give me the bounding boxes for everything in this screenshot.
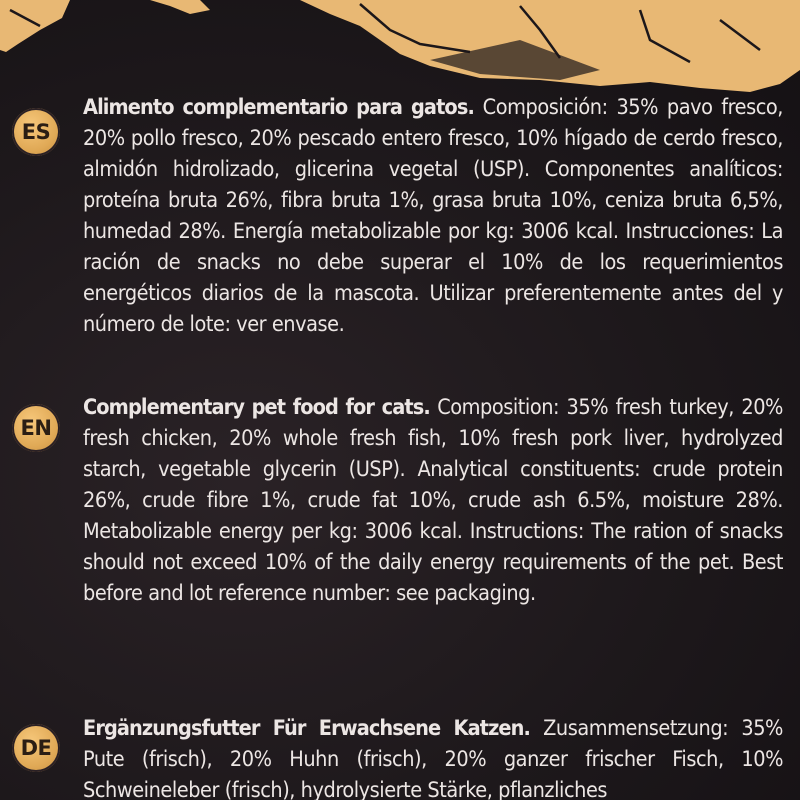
section-body-en: Composition: 35% fresh turkey, 20% fresh chicken, 20% whole fresh fish, 10% fresh pork liver, hydrolyzed starch, vegetable glycerin (USP). Analytical constituents: crude protein 26%, crude fibre 1%, crude fat 10%, crude ash 6.5%, moisture 28%. Metabolizable energy per kg: 3006 kcal. Instructions: The ration of snacks should not exceed 10% of the daily energy requirements of the pet. Best before and lot reference number: see packaging. xyxy=(83,395,783,606)
artwork-shape-left xyxy=(0,0,70,52)
language-badge-en: EN xyxy=(12,404,60,452)
section-heading-de: Ergänzungsfutter Für Erwachsene Katzen. xyxy=(83,716,530,741)
text-section-es xyxy=(83,92,783,340)
section-body-de: Zusammensetzung: 35% Pute (frisch), 20% Huhn (frisch), 20% ganzer frischer Fisch, 10% Schweineleber (frisch), hydrolysierte Stärke, pflanzliches xyxy=(83,716,783,800)
artwork-shape-center xyxy=(150,0,210,14)
text-section-de xyxy=(83,713,783,800)
language-badge-es: ES xyxy=(12,108,60,156)
text-section-en xyxy=(83,392,783,609)
language-badge-de: DE xyxy=(12,724,60,772)
section-heading-es: Alimento complementario para gatos. xyxy=(83,95,474,120)
section-body-es: Composición: 35% pavo fresco, 20% pollo fresco, 20% pescado entero fresco, 10% hígado de cerdo fresco, almidón hidrolizado, glicerina vegetal (USP). Componentes analíticos: proteína bruta 26%, fibra bruta 1%, grasa bruta 10%, ceniza bruta 6,5%, humedad 28%. Energía metabolizable por kg: 3006 kcal. Instrucciones: La ración de snacks no debe superar el 10% de los requerimientos energéticos diarios de la mascota. Utilizar preferentemente antes del y número de lote: ver envase. xyxy=(83,95,783,337)
section-heading-en: Complementary pet food for cats. xyxy=(83,395,430,420)
